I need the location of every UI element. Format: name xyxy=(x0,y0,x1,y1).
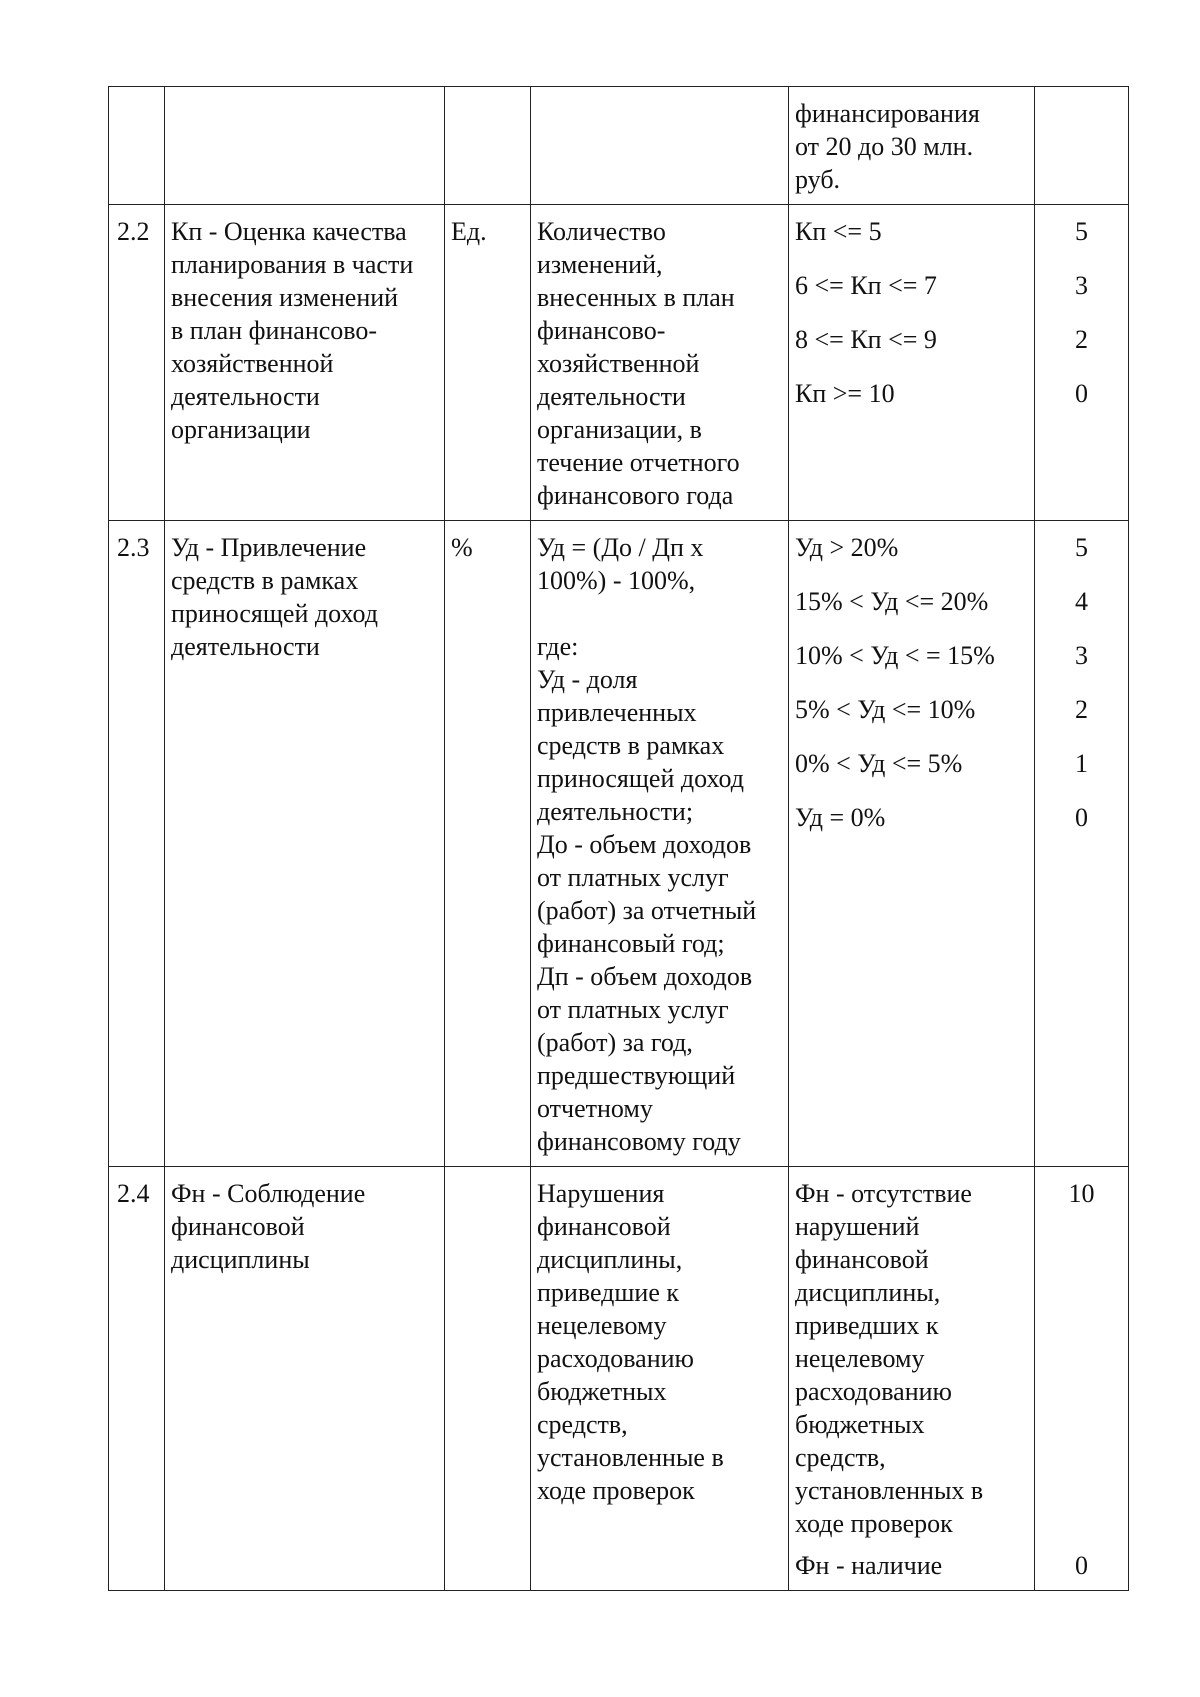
criteria-line: 0% < Уд <= 5% xyxy=(795,749,963,778)
formula-cell: Нарушения финансовой дисциплины, приведшие к нецелевому расходованию бюджетных средств, установленные в ходе проверок xyxy=(531,1167,789,1591)
row-number: 2.4 xyxy=(109,1167,165,1591)
criteria-line: Фн - отсутствие нарушений финансовой дисциплины, приведших к нецелевому расходованию бюджетных средств, установленных в ходе проверок xyxy=(795,1179,984,1538)
row-number xyxy=(109,87,165,205)
criteria-cell xyxy=(789,205,1035,521)
row-number: 2.3 xyxy=(109,521,165,1167)
criteria-line: Уд = 0% xyxy=(795,803,886,832)
formula-cell: Количество изменений, внесенных в план финансово- хозяйственной деятельности организации, в течение отчетного финансового года xyxy=(531,205,789,521)
criteria-line: 10% < Уд < = 15% xyxy=(795,641,995,670)
indicator-cell: Кп - Оценка качества планирования в части внесения изменений в план финансово- хозяйственной деятельности организации xyxy=(165,205,445,521)
score-cell xyxy=(1035,521,1129,1167)
score-value: 10 xyxy=(1068,1179,1095,1208)
formula-cell: Уд = (До / Дп х 100%) - 100%, где: Уд - доля привлеченных средств в рамках приносящей доход деятельности; До - объем доходов от платных услуг (работ) за отчетный финансовый год; Дп - объем доходов от платных услуг (работ) за год, предшествующий отчетному финансовому году xyxy=(531,521,789,1167)
score-cell xyxy=(1035,87,1129,205)
score-cell xyxy=(1035,1167,1129,1591)
criteria-line: Кп >= 10 xyxy=(795,379,895,408)
indicators-table xyxy=(108,86,1129,1591)
score-value: 0 xyxy=(1075,803,1088,832)
criteria-cell: финансирования от 20 до 30 млн. руб. xyxy=(789,87,1035,205)
unit-cell: Ед. xyxy=(445,205,531,521)
unit-cell xyxy=(445,1167,531,1591)
score-value: 2 xyxy=(1075,325,1088,354)
indicator-cell xyxy=(165,87,445,205)
criteria-cell xyxy=(789,1167,1035,1591)
score-value: 2 xyxy=(1075,695,1088,724)
indicator-cell: Уд - Привлечение средств в рамках приносящей доход деятельности xyxy=(165,521,445,1167)
document-page xyxy=(108,86,1128,1591)
score-value: 1 xyxy=(1075,749,1088,778)
row-number: 2.2 xyxy=(109,205,165,521)
table-row xyxy=(109,1167,1129,1591)
criteria-line: 8 <= Кп <= 9 xyxy=(795,325,937,354)
criteria-cell xyxy=(789,521,1035,1167)
criteria-line: 6 <= Кп <= 7 xyxy=(795,271,937,300)
criteria-line: Фн - наличие xyxy=(795,1551,943,1580)
table-row xyxy=(109,205,1129,521)
score-value: 4 xyxy=(1075,587,1088,616)
formula-cell xyxy=(531,87,789,205)
criteria-line: Кп <= 5 xyxy=(795,217,882,246)
score-value: 0 xyxy=(1075,379,1088,408)
criteria-line: Уд > 20% xyxy=(795,533,899,562)
score-cell xyxy=(1035,205,1129,521)
table-row xyxy=(109,87,1129,205)
score-value: 3 xyxy=(1075,271,1088,300)
score-value: 5 xyxy=(1075,533,1088,562)
score-value: 3 xyxy=(1075,641,1088,670)
indicator-cell: Фн - Соблюдение финансовой дисциплины xyxy=(165,1167,445,1591)
unit-cell xyxy=(445,87,531,205)
score-value: 0 xyxy=(1075,1551,1088,1580)
criteria-line: 15% < Уд <= 20% xyxy=(795,587,989,616)
unit-cell: % xyxy=(445,521,531,1167)
criteria-line: 5% < Уд <= 10% xyxy=(795,695,976,724)
table-row xyxy=(109,521,1129,1167)
score-value: 5 xyxy=(1075,217,1088,246)
